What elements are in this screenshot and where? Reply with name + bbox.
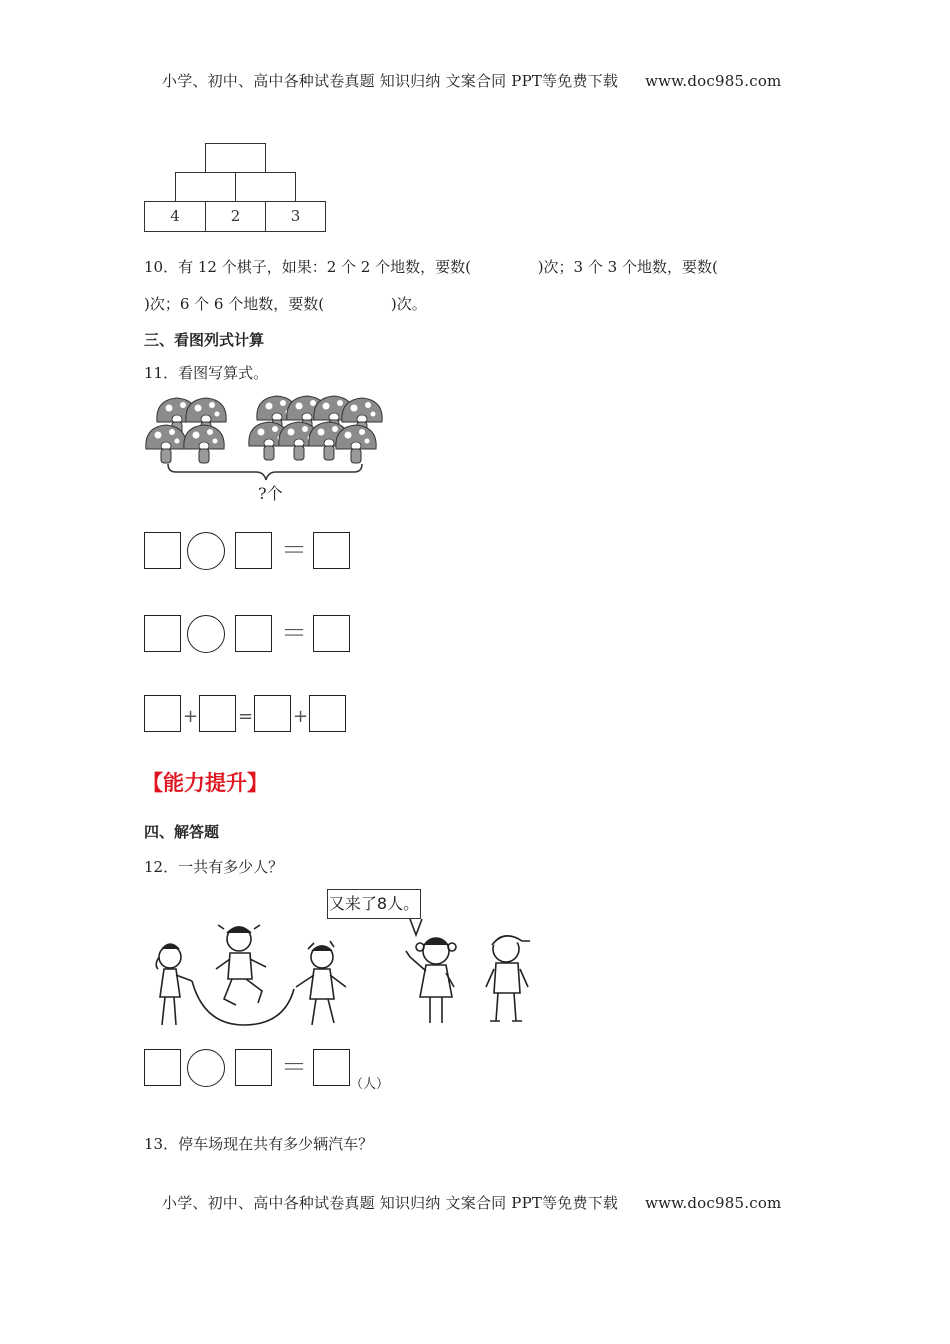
pyramid-bottom-cell: 3 [265, 201, 326, 232]
question-12-text: 12．一共有多少人？ [144, 858, 284, 876]
operator-circle[interactable] [187, 532, 225, 570]
bubble-tail [410, 919, 422, 935]
ability-heading: 【能力提升】 [142, 771, 268, 795]
curly-brace [168, 464, 362, 480]
question-11-text: 11．看图写算式。 [144, 364, 269, 382]
jumping-girl [216, 925, 266, 1005]
plus-sign: + [293, 706, 309, 727]
mushroom-group-right [249, 396, 382, 463]
page-footer [162, 1192, 781, 1213]
question-13-text: 13．停车场现在共有多少辆汽车？ [144, 1135, 374, 1153]
equals-sign: ＝ [281, 536, 308, 566]
page-header [162, 70, 781, 91]
section-3-title: 三、看图列式计算 [144, 331, 265, 349]
answer-box[interactable] [144, 1049, 181, 1086]
footer-text: 小学、初中、高中各种试卷真题 知识归纳 文案合同 PPT等免费下载 [162, 1194, 619, 1212]
section-4-title: 四、解答题 [144, 823, 220, 841]
answer-box[interactable] [235, 615, 272, 652]
pyramid-middle-cell [175, 172, 236, 202]
pyramid-top-cell [205, 143, 266, 173]
answer-box[interactable] [144, 532, 181, 569]
boy-with-cap [486, 936, 530, 1021]
answer-box[interactable] [144, 615, 181, 652]
equals-sign: = [238, 706, 254, 727]
operator-circle[interactable] [187, 615, 225, 653]
speech-bubble-text: 又来了8人。 [328, 894, 420, 913]
pyramid-bottom-cell: 2 [205, 201, 266, 232]
pyramid-middle-cell [235, 172, 296, 202]
pyramid-bottom-cell: 4 [144, 201, 206, 232]
answer-box[interactable] [199, 695, 236, 732]
footer-url: www.doc985.com [645, 1194, 782, 1212]
answer-box[interactable] [313, 1049, 350, 1086]
answer-box[interactable] [144, 695, 181, 732]
speech-bubble [327, 889, 421, 919]
answer-box[interactable] [254, 695, 291, 732]
equals-sign: ＝ [281, 619, 308, 649]
brace-label: ?个 [258, 484, 283, 503]
header-url: www.doc985.com [645, 72, 782, 90]
operator-circle[interactable] [187, 1049, 225, 1087]
equals-sign: ＝ [281, 1053, 308, 1083]
answer-box[interactable] [313, 532, 350, 569]
question-10-line1: 10．有 12 个棋子，如果：2 个 2 个地数，要数( )次；3 个 3 个地数，要数( [144, 258, 718, 276]
children-picture [144, 917, 544, 1032]
answer-box[interactable] [235, 532, 272, 569]
answer-box[interactable] [235, 1049, 272, 1086]
header-text: 小学、初中、高中各种试卷真题 知识归纳 文案合同 PPT等免费下载 [162, 72, 619, 90]
waving-girl [406, 938, 456, 1023]
girl-with-rope-right [296, 941, 346, 1025]
answer-box[interactable] [313, 615, 350, 652]
plus-sign: + [183, 706, 199, 727]
jump-rope [192, 981, 294, 1025]
answer-box[interactable] [309, 695, 346, 732]
girl-with-rope-left [156, 944, 192, 1025]
mushroom-group-left [146, 398, 226, 463]
unit-label: （人） [350, 1077, 390, 1092]
question-10-line2: )次；6 个 6 个地数，要数( )次。 [144, 295, 427, 313]
